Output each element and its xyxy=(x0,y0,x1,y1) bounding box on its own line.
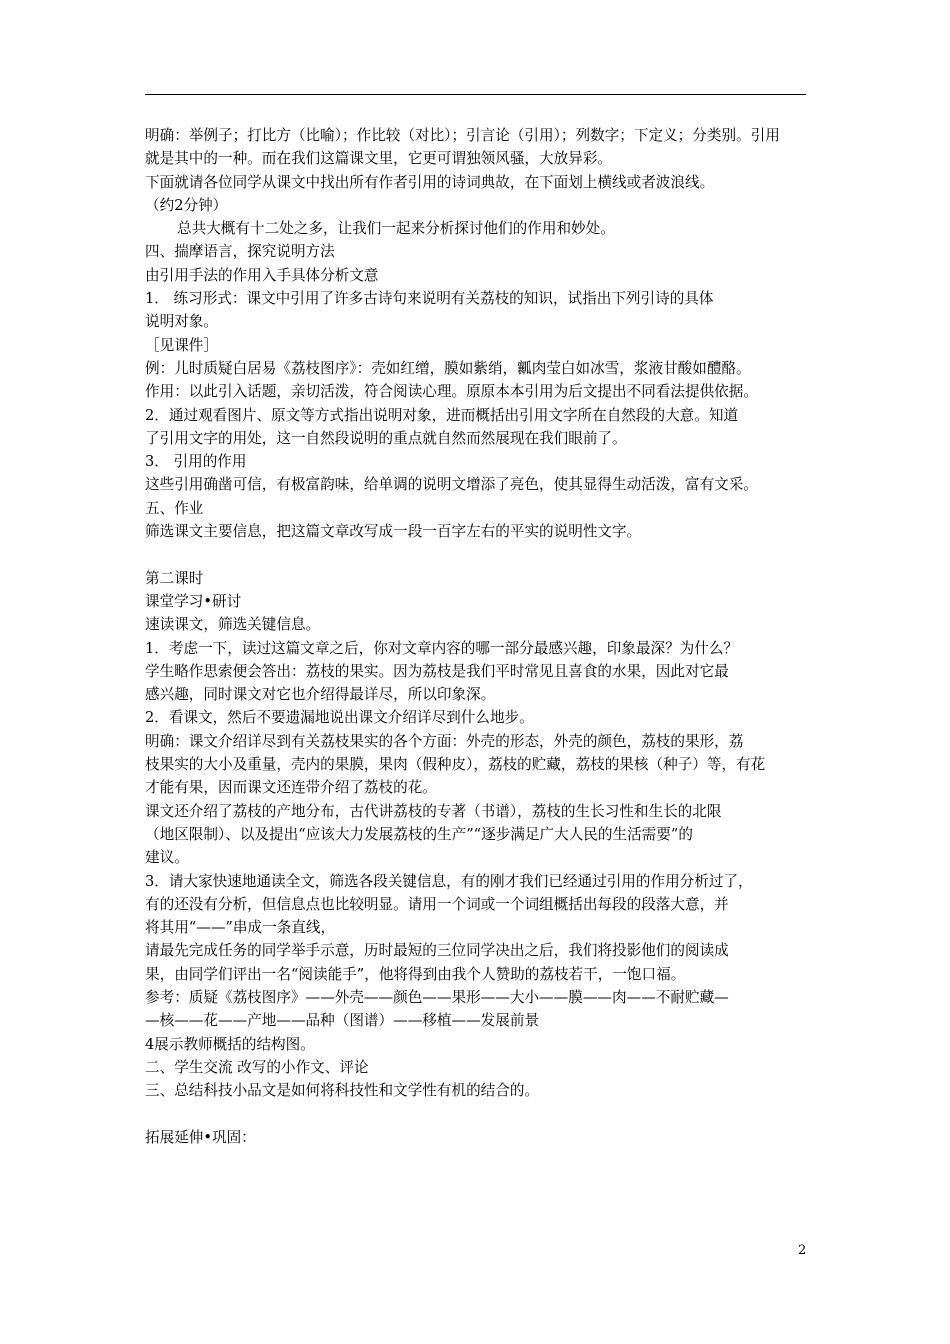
section-heading: 四、揣摩语言，探究说明方法 xyxy=(145,243,335,261)
text-line: ［见课件］ xyxy=(145,336,218,354)
section-heading: 拓展延伸•巩固： xyxy=(145,1128,256,1146)
text-line: 2．看课文，然后不要遗漏地说出课文介绍详尽到什么地步。 xyxy=(145,709,534,727)
text-line: 下面就请各位同学从课文中找出所有作者引用的诗词典故，在下面划上横线或者波浪线。 xyxy=(145,173,715,191)
section-heading: 二、学生交流 改写的小作文、评论 xyxy=(145,1058,369,1076)
text-line: 3．请大家快速地通读全文，筛选各段关键信息，有的刚才我们已经通过引用的作用分析过了， xyxy=(145,872,753,890)
text-line: 1． 练习形式：课文中引用了许多古诗句来说明有关荔枝的知识，试指出下列引诗的具体 xyxy=(145,290,714,308)
text-line: 筛选课文主要信息，把这篇文章改写成一段一百字左右的平实的说明性文字。 xyxy=(145,523,642,541)
text-line: 2．通过观看图片、原文等方式指出说明对象，进而概括出引用文字所在自然段的大意。知道 xyxy=(145,406,739,424)
text-line: 3． 引用的作用 xyxy=(145,453,247,471)
section-heading: 三、总结科技小品文是如何将科技性和文学性有机的结合的。 xyxy=(145,1082,540,1100)
text-line: 将其用“——”串成一条直线， xyxy=(145,919,336,937)
text-line: 4展示教师概括的结构图。 xyxy=(145,1035,315,1053)
text-line: 就是其中的一种。而在我们这篇课文里，它更可谓独领风骚，大放异彩。 xyxy=(145,150,613,168)
text-line: 果，由同学们评出一名“阅读能手”，他将得到由我个人赞助的荔枝若干，一饱口福。 xyxy=(145,965,686,983)
text-line: 有的还没有分析，但信息点也比较明显。请用一个词或一个词组概括出每段的段落大意，并 xyxy=(145,895,729,913)
text-line: 请最先完成任务的同学举手示意，历时最短的三位同学决出之后，我们将投影他们的阅读成 xyxy=(145,942,729,960)
text-line: 参考：质疑《荔枝图序》——外壳——颜色——果形——大小——膜——肉——不耐贮藏— xyxy=(145,988,729,1006)
blank-line xyxy=(145,1102,813,1125)
text-line: 感兴趣，同时课文对它也介绍得最详尽，所以印象深。 xyxy=(145,686,496,704)
text-line: （约2分钟） xyxy=(145,196,228,214)
text-line: 速读课文，筛选关键信息。 xyxy=(145,616,321,634)
text-line: （地区限制）、以及提出“应该大力发展荔枝的生产”“逐步满足广大人民的生活需要”的 xyxy=(145,825,693,843)
text-line: 作用：以此引入话题，亲切活泼，符合阅读心理。原原本本引用为后文提出不同看法提供依据。 xyxy=(145,383,758,401)
blank-line xyxy=(145,543,813,566)
text-line: —核——花——产地——品种（图谱）——移植——发展前景 xyxy=(145,1012,540,1030)
text-line: 了引用文字的用处，这一自然段说明的重点就自然而然展现在我们眼前了。 xyxy=(145,429,627,447)
header-rule xyxy=(145,94,806,95)
text-line: 课文还介绍了荔枝的产地分布，古代讲荔枝的专著（书谱），荔枝的生长习性和生长的北限 xyxy=(145,802,722,820)
text-line: 枝果实的大小及重量，壳内的果膜，果肉（假种皮），荔枝的贮藏，荔枝的果核（种子）等，有花 xyxy=(145,756,766,774)
text-line: 例：儿时质疑白居易《荔枝图序》：壳如红缯，膜如紫绡，瓤肉莹白如冰雪，浆液甘酸如醴酪。 xyxy=(145,359,751,377)
text-line: 说明对象。 xyxy=(145,313,218,331)
text-line: 1．考虑一下，读过这篇文章之后，你对文章内容的哪一部分最感兴趣，印象最深？为什么？ xyxy=(145,639,739,657)
section-heading: 第二课时 xyxy=(145,569,204,587)
section-heading: 五、作业 xyxy=(145,499,204,517)
page-number: 2 xyxy=(798,1243,807,1258)
document-body xyxy=(145,124,813,1149)
text-line: 这些引用确凿可信，有极富韵味，给单调的说明文增添了亮色，使其显得生动活泼，富有文采。 xyxy=(145,476,758,494)
section-heading: 课堂学习•研讨 xyxy=(145,592,242,610)
text-line: 建议。 xyxy=(145,849,189,867)
text-line: 才能有果，因而课文还连带介绍了荔枝的花。 xyxy=(145,779,437,797)
text-line: 总共大概有十二处之多，让我们一起来分析探讨他们的作用和妙处。 xyxy=(177,220,615,238)
text-line: 明确：课文介绍详尽到有关荔枝果实的各个方面：外壳的形态，外壳的颜色，荔枝的果形，荔 xyxy=(145,732,744,750)
text-line: 明确：举例子；打比方（比喻）；作比较（对比）；引言论（引用）；列数字；下定义；分类别。引用 xyxy=(145,127,780,144)
text-line: 由引用手法的作用入手具体分析文意 xyxy=(145,266,379,284)
text-line: 学生略作思索便会答出：荔枝的果实。因为荔枝是我们平时常见且喜食的水果，因此对它最 xyxy=(145,662,729,680)
